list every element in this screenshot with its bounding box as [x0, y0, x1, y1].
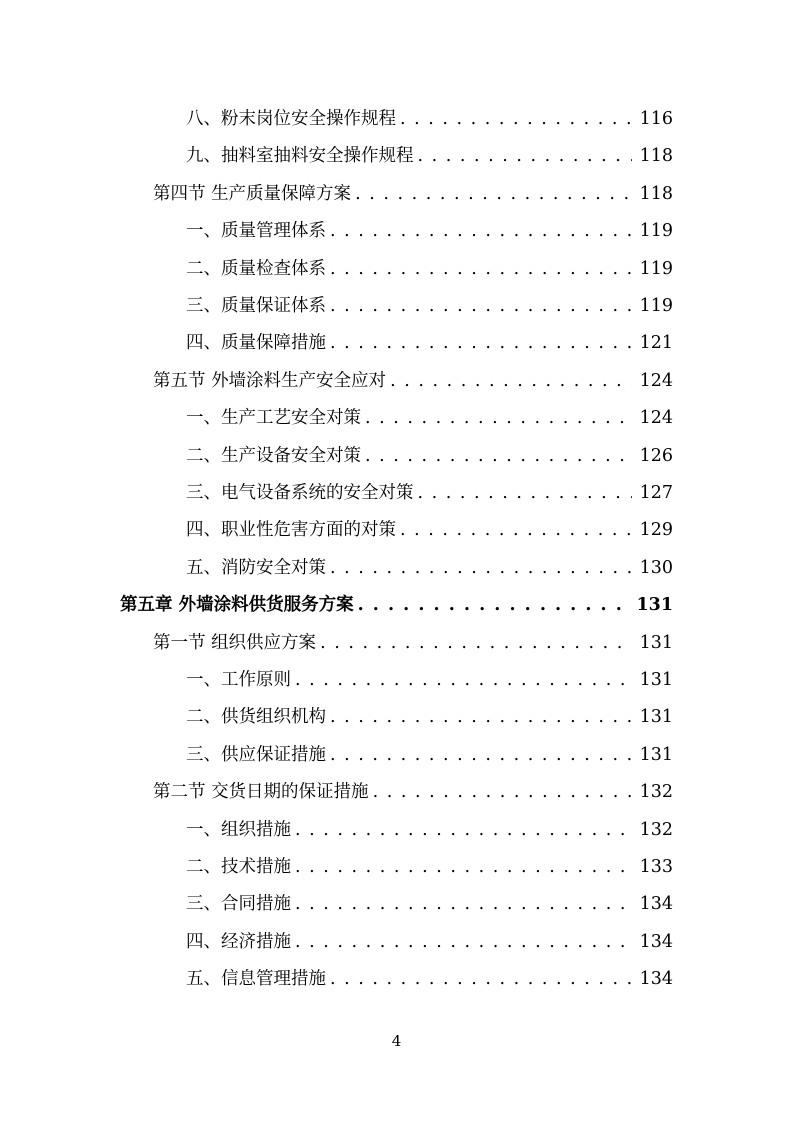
toc-dot-leader — [418, 479, 632, 507]
toc-dot-leader — [365, 404, 632, 432]
toc-entry-page-number: 130 — [639, 557, 673, 578]
toc-dot-leader — [330, 292, 632, 320]
toc-entry-item[interactable] — [186, 965, 673, 993]
toc-entry-title: 一、工作原则 — [186, 670, 291, 690]
toc-entry-title: 二、质量检查体系 — [186, 258, 326, 279]
toc-entry-page-number: 132 — [639, 819, 673, 840]
toc-entry-page-number: 124 — [639, 370, 673, 391]
toc-dot-leader — [320, 629, 632, 657]
toc-dot-leader — [365, 442, 632, 470]
toc-entry-page-number: 116 — [639, 109, 673, 129]
toc-entry-page-number: 132 — [639, 782, 673, 803]
toc-entry-title: 第五章 外墙涂料供货服务方案 — [120, 595, 354, 616]
toc-dot-leader — [295, 928, 632, 956]
toc-entry-page-number: 134 — [639, 969, 673, 990]
toc-dot-leader — [330, 255, 632, 283]
toc-entry-title: 第二节 交货日期的保证措施 — [153, 782, 369, 803]
toc-entry-item[interactable] — [186, 255, 673, 283]
toc-entry-section[interactable] — [153, 629, 673, 657]
toc-dot-leader — [330, 965, 632, 993]
toc-entry-page-number: 127 — [639, 483, 673, 503]
toc-entry-title: 二、供货组织机构 — [186, 707, 326, 728]
toc-entry-item[interactable] — [186, 853, 673, 881]
toc-entry-title: 五、信息管理措施 — [186, 969, 326, 990]
toc-entry-item[interactable] — [186, 442, 673, 470]
toc-entry-title: 三、质量保证体系 — [186, 296, 326, 316]
toc-entry-page-number: 134 — [639, 894, 673, 915]
toc-entry-title: 五、消防安全对策 — [186, 557, 326, 578]
toc-entry-item[interactable] — [186, 666, 673, 694]
toc-entry-page-number: 129 — [639, 520, 673, 541]
toc-entry-page-number: 121 — [639, 333, 673, 354]
toc-entry-title: 三、供应保证措施 — [186, 744, 326, 765]
toc-dot-leader — [390, 367, 632, 395]
toc-entry-page-number: 119 — [639, 221, 673, 242]
toc-dot-leader — [358, 591, 629, 619]
toc-entry-page-number: 131 — [636, 595, 673, 616]
toc-entry-page-number: 131 — [639, 632, 673, 653]
toc-entry-item[interactable] — [186, 890, 673, 918]
toc-entry-title: 一、质量管理体系 — [186, 221, 326, 242]
toc-entry-section[interactable] — [153, 778, 673, 806]
toc-entry-section[interactable] — [153, 367, 673, 395]
page-number: 4 — [391, 1032, 402, 1050]
toc-entry-page-number: 118 — [639, 183, 673, 204]
toc-entry-page-number: 124 — [639, 408, 673, 429]
toc-entry-title: 二、技术措施 — [186, 857, 291, 877]
toc-entry-page-number: 118 — [639, 146, 673, 167]
toc-entry-page-number: 131 — [639, 707, 673, 728]
toc-entry-item[interactable] — [186, 741, 673, 769]
toc-entry-section[interactable] — [153, 180, 673, 208]
toc-dot-leader — [330, 703, 632, 731]
toc-dot-leader — [330, 217, 632, 245]
toc-dot-leader — [400, 105, 632, 133]
toc-entry-title: 第五节 外墙涂料生产安全应对 — [153, 370, 387, 391]
toc-entry-title: 四、质量保障措施 — [186, 333, 326, 354]
toc-dot-leader — [330, 554, 632, 582]
toc-dot-leader — [400, 516, 632, 544]
toc-dot-leader — [295, 853, 632, 881]
toc-entry-title: 三、合同措施 — [186, 894, 291, 915]
toc-entry-item[interactable] — [186, 105, 673, 133]
toc-entry-item[interactable] — [186, 404, 673, 432]
toc-entry-item[interactable] — [186, 142, 673, 170]
toc-dot-leader — [418, 142, 632, 170]
toc-entry-item[interactable] — [186, 217, 673, 245]
toc-dot-leader — [330, 741, 632, 769]
toc-dot-leader — [295, 890, 632, 918]
toc-entry-page-number: 119 — [639, 296, 673, 316]
toc-entry-item[interactable] — [186, 479, 673, 507]
toc-entry-page-number: 119 — [639, 258, 673, 279]
toc-entry-page-number: 131 — [639, 744, 673, 765]
toc-dot-leader — [330, 329, 632, 357]
toc-entry-item[interactable] — [186, 329, 673, 357]
toc-dot-leader — [295, 816, 632, 844]
toc-entry-item[interactable] — [186, 816, 673, 844]
toc-entry-item[interactable] — [186, 554, 673, 582]
toc-dot-leader — [373, 778, 632, 806]
toc-entry-page-number: 126 — [639, 445, 673, 466]
toc-entry-title: 四、经济措施 — [186, 931, 291, 952]
toc-entry-title: 一、组织措施 — [186, 819, 291, 840]
toc-entry-page-number: 134 — [639, 931, 673, 952]
toc-dot-leader — [295, 666, 632, 694]
toc-entry-title: 三、电气设备系统的安全对策 — [186, 483, 414, 503]
toc-entry-title: 八、粉末岗位安全操作规程 — [186, 109, 396, 129]
toc-entry-page-number: 133 — [639, 857, 673, 877]
toc-entry-item[interactable] — [186, 292, 673, 320]
toc-dot-leader — [355, 180, 632, 208]
toc-entry-item[interactable] — [186, 928, 673, 956]
toc-entry-item[interactable] — [186, 703, 673, 731]
toc-entry-title: 四、职业性危害方面的对策 — [186, 520, 396, 541]
toc-entry-title: 九、抽料室抽料安全操作规程 — [186, 146, 414, 167]
toc-entry-chapter[interactable] — [120, 591, 673, 619]
toc-entry-page-number: 131 — [639, 670, 673, 690]
toc-entry-title: 二、生产设备安全对策 — [186, 445, 361, 466]
toc-entry-title: 第一节 组织供应方案 — [153, 632, 317, 653]
toc-entry-title: 一、生产工艺安全对策 — [186, 408, 361, 429]
toc-entry-title: 第四节 生产质量保障方案 — [153, 183, 352, 204]
toc-entry-item[interactable] — [186, 516, 673, 544]
